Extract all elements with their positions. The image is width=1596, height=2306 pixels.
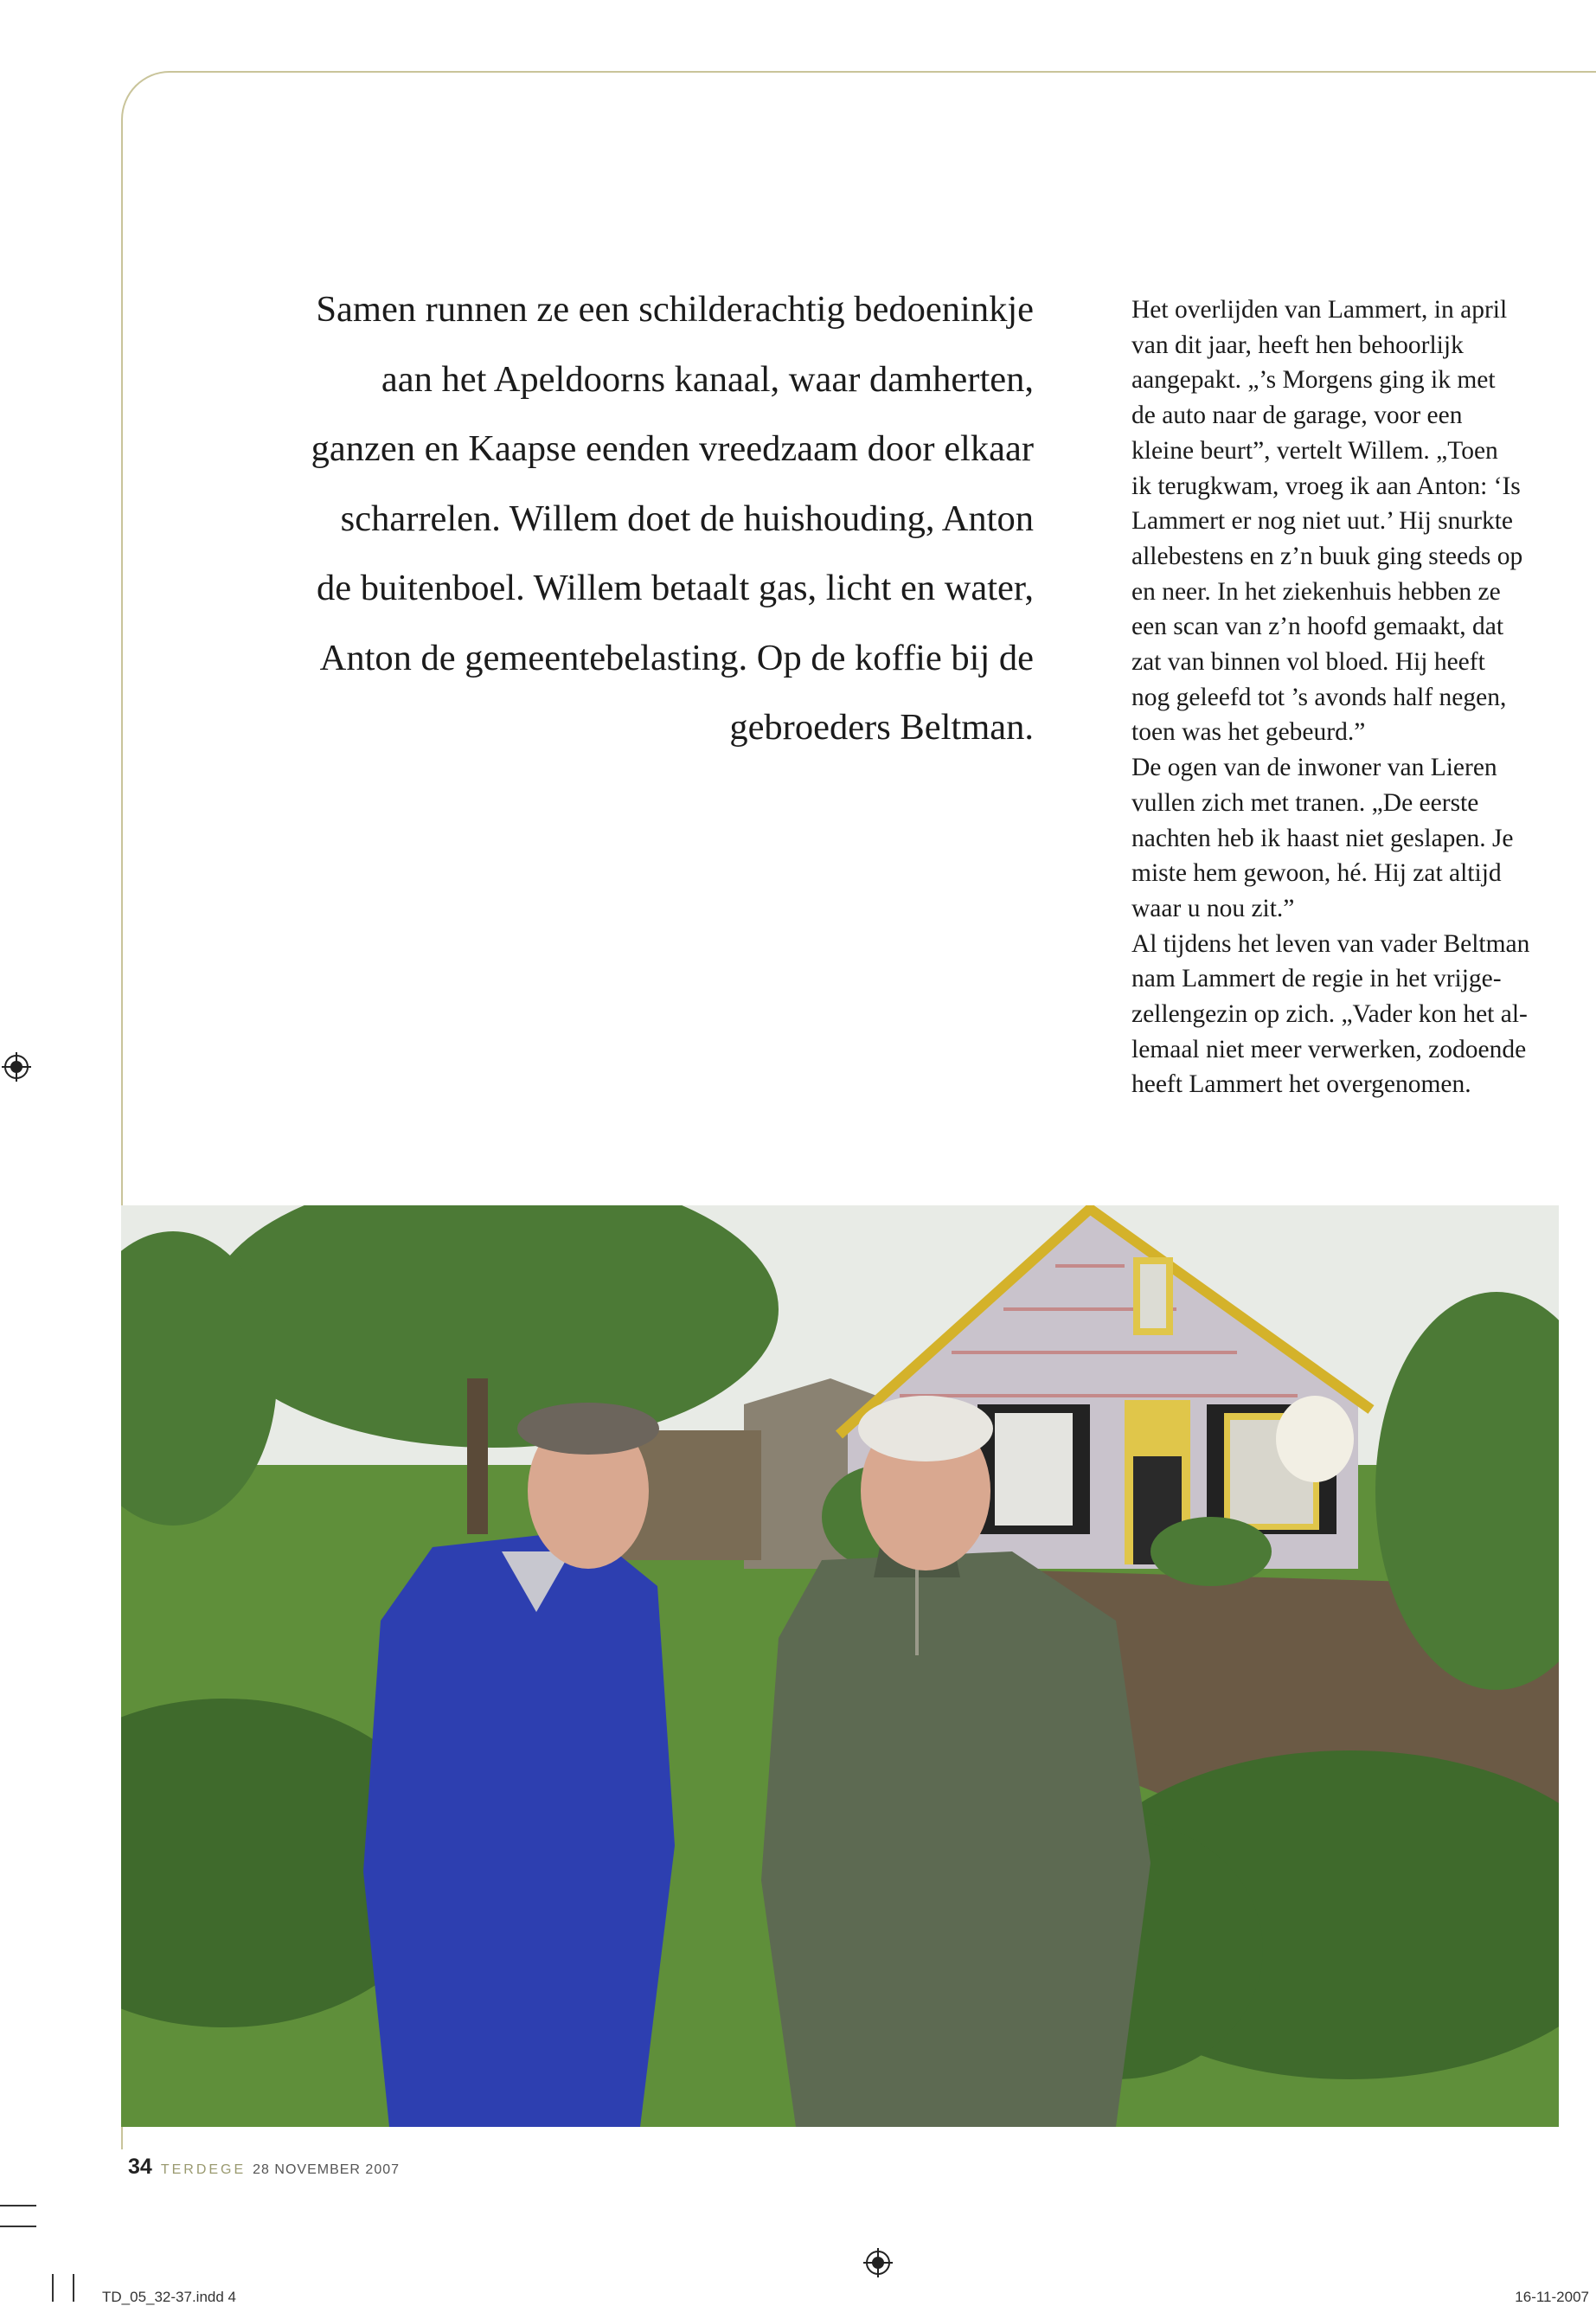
intro-line: Anton de gemeentebelasting. Op de koffie bij de <box>319 637 1034 678</box>
photo-man-left-body <box>363 1530 675 2127</box>
intro-line: aan het Apeldoorns kanaal, waar damherten, <box>381 358 1034 400</box>
photo-man-left-cap <box>517 1403 659 1455</box>
crop-mark <box>0 2226 36 2227</box>
registration-mark <box>863 2248 893 2277</box>
intro-line: scharrelen. Willem doet de huishouding, Anton <box>340 498 1034 539</box>
issue-date: 28 NOVEMBER 2007 <box>253 2162 401 2177</box>
photo-man-right-body <box>761 1551 1151 2127</box>
photo-bush <box>1151 1517 1272 1586</box>
intro-line: ganzen en Kaapse eenden vreedzaam door elkaar <box>311 428 1034 469</box>
intro-line: gebroeders Beltman. <box>729 707 1034 748</box>
photo-tree-trunk <box>467 1378 488 1534</box>
slug-filename: TD_05_32-37.indd 4 <box>102 2289 237 2305</box>
slug-date: 16-11-2007 <box>1515 2289 1589 2305</box>
magazine-name: TERDEGE <box>160 2162 247 2177</box>
beltman-brothers-photo <box>121 1205 1559 2127</box>
intro-line: de buitenboel. Willem betaalt gas, licht en water, <box>317 568 1034 608</box>
crop-mark <box>52 2274 54 2302</box>
crop-mark <box>73 2274 74 2302</box>
photo-man-right-hair <box>858 1396 993 1461</box>
intro-text <box>251 275 1034 763</box>
registration-mark <box>2 1052 31 1082</box>
article-paragraph: De ogen van de inwoner van Lieren vullen zich met tranen. „De eerste nachten heb ik haast niet geslapen. Je miste hem gewoon, hé. Hij zat altijd waar u nou zit.” <box>1131 754 1514 922</box>
intro-line: Samen runnen ze een schilderachtig bedoeninkje <box>316 289 1034 330</box>
article-column <box>1131 292 1577 1102</box>
photo-attic-glass <box>1140 1264 1166 1328</box>
photo-window-left-glass <box>995 1413 1073 1526</box>
article-paragraph: Al tijdens het leven van vader Beltman nam Lammert de regie in het vrijge- zellengezin op zich. „Vader kon het al- lemaal niet meer verwerken, zodoende heeft Lammert het overgenomen. <box>1131 929 1530 1099</box>
crop-mark <box>0 2205 36 2206</box>
page-folio <box>128 2155 400 2181</box>
page-number: 34 <box>128 2155 152 2179</box>
article-paragraph: Het overlijden van Lammert, in april van dit jaar, heeft hen behoorlijk aangepakt. „’s Morgens ging ik met de auto naar de garage, voor een kleine beurt”, vertelt Willem. „Toen ik terugkwam, vroeg ik aan Anton: ‘Is Lammert er nog niet uut.’ Hij snurkte allebestens en z’n buuk ging steeds op en neer. In het ziekenhuis hebben ze een scan van z’n hoofd gemaakt, dat zat van binnen vol bloed. Hij heeft nog geleefd tot ’s avonds half negen, toen was het gebeurd.” <box>1131 296 1523 747</box>
photo-pampas-grass <box>1276 1396 1354 1482</box>
